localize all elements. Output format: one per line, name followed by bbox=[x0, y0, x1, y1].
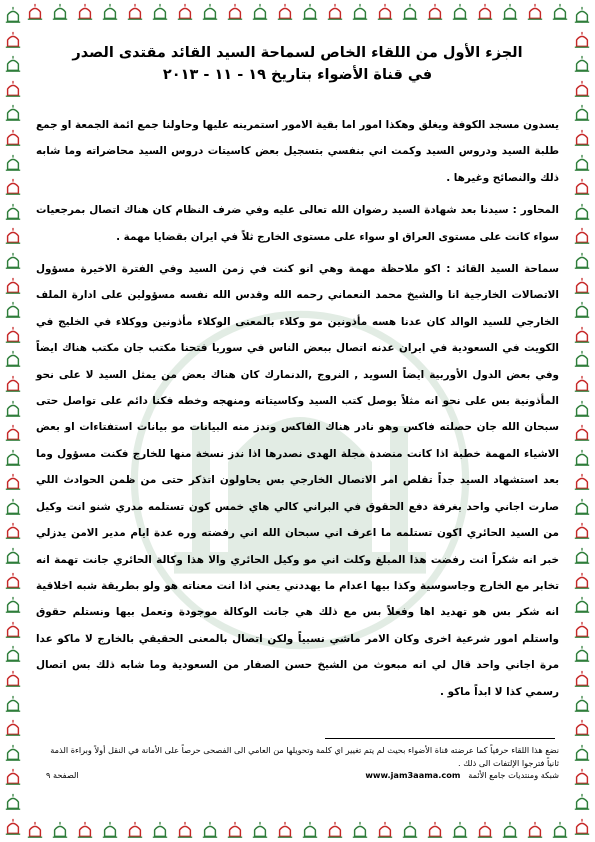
paragraph-1: يسدون مسجد الكوفة ويغلق وهكذا امور اما بقية الامور استمرينه عليها وحاولنا جمع ائمة الجمعة او جمع طلبة السيد ودروس السيد وكمت اني بنفسي بتسجيل بعض كاسيتات دروس السيد محاضراته وما شابه ذلك والنصائح وغيرها . bbox=[36, 119, 559, 184]
mosque-dome-icon bbox=[573, 473, 591, 491]
mosque-dome-icon bbox=[476, 3, 494, 21]
mosque-dome-icon bbox=[4, 375, 22, 393]
mosque-dome-icon bbox=[573, 326, 591, 344]
mosque-dome-icon bbox=[573, 522, 591, 540]
mosque-dome-icon bbox=[326, 821, 344, 839]
mosque-dome-icon bbox=[573, 55, 591, 73]
mosque-dome-icon bbox=[451, 3, 469, 21]
paragraph-3: سماحة السيد القائد : اكو ملاحظة مهمة وهي انو كنت في زمن السيد وفي الفترة الاخيرة مسؤول الاتصالات الخارجية انا والشيخ محمد النعماني رحمه الله وقدس الله نفسه مسؤولين على ادارة الملف الخارجي للسيد الوالد كان عدنا هسه مأذونين مو وكلاء بالمعنى الوكلاء مأذونين ووكلاء في الخليج في الكويت في السعودية في ايران عدنه اتصال ببعض الناس في سوريا فتحنا مكتب جان مكتب هناك ايضاً وفي بعض الدول الأوربية ايضاً السويد , النروج ,الدنمارك كان هناك بعض من يمثل السيد لا على نحو المأذونية بس على نحو انه مثلاً يوصل كتب السيد وكاسيتاته ومنهجه وخطه فكنا دائم على تواصل حتى سبحان الله جان حصلته فاكس وهو نادر هناك الفاكس وندز منه البيانات مو بيانات استفتاءات او بعض الاشياء المهمة خطبة اذا كانت منضدة مجلة الهدى نصدرها اذا ندز نسخة منها للخارج فكنت مسؤول وما بعد استشهاد السيد جداً تقلص امر الاتصال الخارجي بس يحاولون اتذكر حتى من ظمن الحوادث اللي صارت اجاني واحد بغرفة دفع الحقوق في البراني كالي هاي خمس كون تستلمه مدري شنو انت وكيل من السيد الحائري اكون تستلمه ما اعرف اني سبحان الله اني رفضته وره عدة ايام مدير الامن يدزلي خبر انه شكراً انت رفضت هذا المبلغ وكلت اني مو وكيل الحائري والا هذا وكالة الحائري جانت تهمة انه تخابر مع الخارج وجاسوسية وكذا بيها اعدام ما يهددني يعني اذا انت معناته هو ولو بطريقة شبه اخلاقية انه شكر بس هو تهديد اها وفعلاً بس مع ذلك هي جانت الوكالة موجودة وتعمل بيها ونستلم حقوق واستلم امور شرعية اخرى وكان الامر ماشي نسبياً ولكن اتصال بالمعنى الحقيقي بالخارج لا ماكو عدا مرة اجاني واحد قال لي انه مبعوث من الشيخ حسن الصفار من السعودية وما شابه ذلك بس اتصال رسمي كذا لا ابداً ماكو . bbox=[36, 263, 559, 698]
title-line-2: في قناة الأضواء بتاريخ ١٩ - ١١ - ٢٠١٣ bbox=[162, 67, 433, 83]
mosque-dome-icon bbox=[301, 821, 319, 839]
mosque-dome-icon bbox=[176, 821, 194, 839]
mosque-dome-icon bbox=[76, 3, 94, 21]
mosque-dome-icon bbox=[26, 3, 44, 21]
footnote-text: نضع هذا اللقاء حرفياً كما عرضته قناة الأضواء بحيث لم يتم تغيير اي كلمة وتحويلها من العامي الى الفصحى حرصاً على الأمانة في النقل أولاً وبراءة الذمة ثانياً فترجوا الإلتفات الى ذلك . bbox=[50, 745, 559, 768]
mosque-dome-icon bbox=[426, 3, 444, 21]
mosque-dome-icon bbox=[573, 498, 591, 516]
mosque-dome-icon bbox=[401, 821, 419, 839]
mosque-dome-icon bbox=[326, 3, 344, 21]
mosque-dome-icon bbox=[573, 227, 591, 245]
mosque-dome-icon bbox=[176, 3, 194, 21]
paragraph-2: المحاور : سيدنا بعد شهادة السيد رضوان الله تعالى عليه وفي ضرف النظام كان هناك اتصال بمرجعيات سواء كانت على مستوى العراق او سواء على مستوى الخارج ثلاً في ايران بقضايا مهمة . bbox=[36, 204, 559, 243]
mosque-dome-icon bbox=[201, 3, 219, 21]
mosque-dome-icon bbox=[573, 768, 591, 786]
mosque-dome-icon bbox=[401, 3, 419, 21]
mosque-dome-icon bbox=[4, 104, 22, 122]
mosque-dome-icon bbox=[551, 821, 569, 839]
mosque-dome-icon bbox=[126, 3, 144, 21]
mosque-dome-icon bbox=[4, 154, 22, 172]
mosque-dome-icon bbox=[4, 277, 22, 295]
mosque-dome-icon bbox=[573, 277, 591, 295]
mosque-dome-icon bbox=[573, 572, 591, 590]
mosque-dome-icon bbox=[573, 31, 591, 49]
mosque-dome-icon bbox=[4, 449, 22, 467]
site-url: www.jam3aama.com bbox=[365, 770, 461, 780]
mosque-dome-icon bbox=[4, 252, 22, 270]
mosque-dome-icon bbox=[573, 719, 591, 737]
network-name: شبكة ومنتديات جامع الأئمة bbox=[468, 770, 559, 780]
mosque-dome-icon bbox=[4, 645, 22, 663]
mosque-dome-icon bbox=[4, 793, 22, 811]
mosque-dome-icon bbox=[4, 498, 22, 516]
mosque-dome-icon bbox=[151, 821, 169, 839]
mosque-dome-icon bbox=[4, 301, 22, 319]
mosque-dome-icon bbox=[351, 821, 369, 839]
mosque-dome-icon bbox=[4, 670, 22, 688]
mosque-dome-icon bbox=[4, 55, 22, 73]
mosque-dome-icon bbox=[573, 80, 591, 98]
page-border-top bbox=[26, 0, 569, 24]
mosque-dome-icon bbox=[4, 203, 22, 221]
mosque-dome-icon bbox=[573, 744, 591, 762]
mosque-dome-icon bbox=[573, 178, 591, 196]
mosque-dome-icon bbox=[4, 31, 22, 49]
mosque-dome-icon bbox=[573, 350, 591, 368]
mosque-dome-icon bbox=[4, 6, 22, 24]
mosque-dome-icon bbox=[376, 3, 394, 21]
mosque-dome-icon bbox=[4, 744, 22, 762]
mosque-dome-icon bbox=[573, 818, 591, 836]
mosque-dome-icon bbox=[4, 522, 22, 540]
mosque-dome-icon bbox=[573, 104, 591, 122]
mosque-dome-icon bbox=[376, 821, 394, 839]
mosque-dome-icon bbox=[451, 821, 469, 839]
mosque-dome-icon bbox=[573, 547, 591, 565]
mosque-dome-icon bbox=[573, 129, 591, 147]
mosque-dome-icon bbox=[551, 3, 569, 21]
mosque-dome-icon bbox=[351, 3, 369, 21]
mosque-dome-icon bbox=[51, 3, 69, 21]
mosque-dome-icon bbox=[573, 695, 591, 713]
title-line-1: الجزء الأول من اللقاء الخاص لسماحة السيد القائد مقتدى الصدر bbox=[72, 45, 523, 61]
mosque-dome-icon bbox=[301, 3, 319, 21]
mosque-dome-icon bbox=[226, 3, 244, 21]
mosque-dome-icon bbox=[4, 547, 22, 565]
mosque-dome-icon bbox=[4, 80, 22, 98]
mosque-dome-icon bbox=[4, 326, 22, 344]
mosque-dome-icon bbox=[4, 129, 22, 147]
mosque-dome-icon bbox=[573, 621, 591, 639]
mosque-dome-icon bbox=[101, 821, 119, 839]
mosque-dome-icon bbox=[76, 821, 94, 839]
page-border-bottom bbox=[26, 818, 569, 842]
mosque-dome-icon bbox=[251, 821, 269, 839]
interview-body bbox=[36, 112, 559, 711]
page-border-left bbox=[0, 0, 26, 842]
mosque-dome-icon bbox=[573, 793, 591, 811]
mosque-dome-icon bbox=[4, 695, 22, 713]
mosque-dome-icon bbox=[573, 596, 591, 614]
mosque-dome-icon bbox=[26, 821, 44, 839]
footnote bbox=[46, 744, 559, 782]
mosque-dome-icon bbox=[4, 768, 22, 786]
mosque-dome-icon bbox=[4, 178, 22, 196]
page-number: الصفحة ٩ bbox=[46, 770, 79, 780]
mosque-dome-icon bbox=[501, 821, 519, 839]
footnote-divider bbox=[325, 738, 555, 739]
mosque-dome-icon bbox=[4, 350, 22, 368]
page-border-right bbox=[569, 0, 595, 842]
mosque-dome-icon bbox=[4, 818, 22, 836]
mosque-dome-icon bbox=[4, 424, 22, 442]
document-title bbox=[60, 42, 535, 86]
mosque-dome-icon bbox=[276, 3, 294, 21]
mosque-dome-icon bbox=[501, 3, 519, 21]
mosque-dome-icon bbox=[476, 821, 494, 839]
mosque-dome-icon bbox=[573, 6, 591, 24]
mosque-dome-icon bbox=[573, 670, 591, 688]
mosque-dome-icon bbox=[4, 400, 22, 418]
mosque-dome-icon bbox=[4, 719, 22, 737]
mosque-dome-icon bbox=[201, 821, 219, 839]
mosque-dome-icon bbox=[573, 301, 591, 319]
mosque-dome-icon bbox=[426, 821, 444, 839]
footer-line bbox=[46, 769, 559, 782]
mosque-dome-icon bbox=[4, 572, 22, 590]
mosque-dome-icon bbox=[573, 154, 591, 172]
mosque-dome-icon bbox=[573, 400, 591, 418]
mosque-dome-icon bbox=[4, 621, 22, 639]
mosque-dome-icon bbox=[573, 449, 591, 467]
mosque-dome-icon bbox=[276, 821, 294, 839]
mosque-dome-icon bbox=[51, 821, 69, 839]
mosque-dome-icon bbox=[4, 596, 22, 614]
mosque-dome-icon bbox=[226, 821, 244, 839]
mosque-dome-icon bbox=[101, 3, 119, 21]
mosque-dome-icon bbox=[573, 424, 591, 442]
mosque-dome-icon bbox=[126, 821, 144, 839]
mosque-dome-icon bbox=[526, 3, 544, 21]
mosque-dome-icon bbox=[4, 473, 22, 491]
mosque-dome-icon bbox=[573, 645, 591, 663]
mosque-dome-icon bbox=[573, 203, 591, 221]
mosque-dome-icon bbox=[573, 252, 591, 270]
mosque-dome-icon bbox=[573, 375, 591, 393]
mosque-dome-icon bbox=[4, 227, 22, 245]
mosque-dome-icon bbox=[151, 3, 169, 21]
mosque-dome-icon bbox=[251, 3, 269, 21]
mosque-dome-icon bbox=[526, 821, 544, 839]
